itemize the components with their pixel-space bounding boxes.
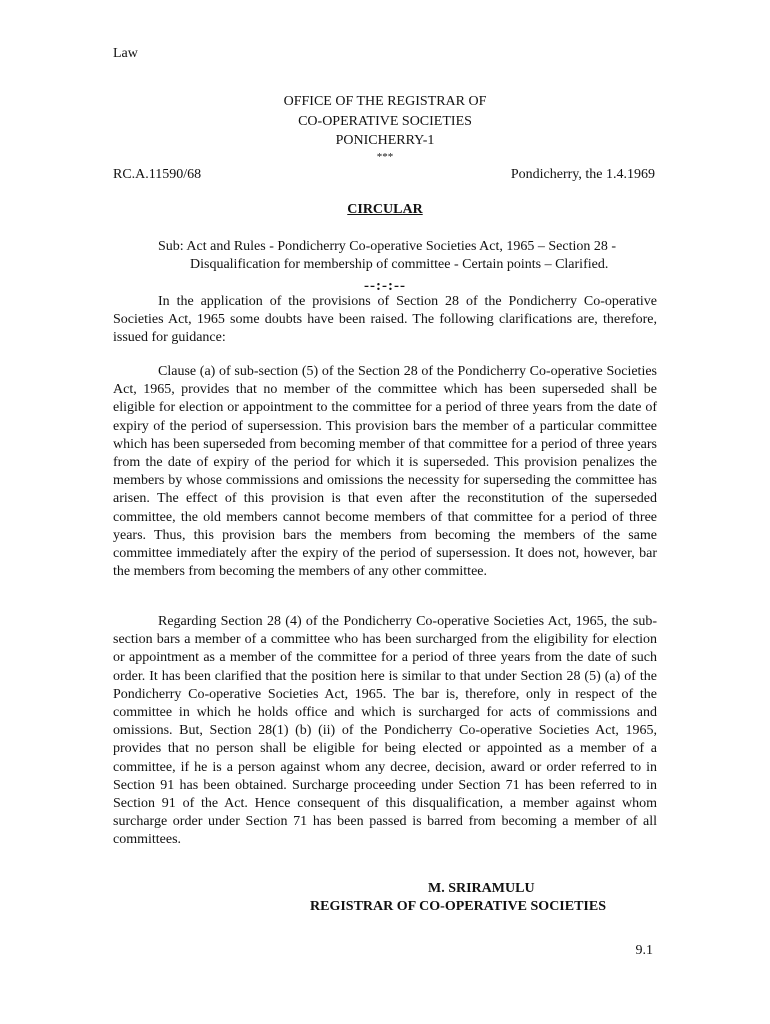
- subject-line-2: Disqualification for membership of committee - Certain points – Clarified.: [190, 257, 609, 272]
- header-label: Law: [113, 46, 138, 61]
- document-date: Pondicherry, the 1.4.1969: [510, 167, 655, 182]
- reference-number: RC.A.11590/68: [113, 167, 202, 182]
- signatory-name: M. SRIRAMULU: [428, 881, 535, 896]
- paragraph-1: In the application of the provisions of Section 28 of the Pondicherry Co-operative Societies Act, 1965 some doubts have been raised. The following clarifications are, therefore, issued for guidance:: [113, 294, 657, 346]
- paragraph-2: Clause (a) of sub-section (5) of the Section 28 of the Pondicherry Co-operative Societies Act, 1965, provides that no member of the committee which has been superseded shall be eligible for election or appointment to the committee for a period of three years from the date of expiry of the period of supersession. This provision bars the member of a particular committee which has been superseded from becoming member of that committee for a period of three years from the date of expiry of the period for which it is superseded. This provision penalizes the members by whose commissions and omissions the necessity for superseding the committee has arisen. The effect of this provision is that even after the reconstitution of the superseded committee, the old members cannot become members of that committee for a period of three years. Thus, this provision bars the members from becoming the members of the same committee immediately after the expiry of the period of supersession. It does not, however, bar the members from becoming the members of any other committee.: [113, 364, 657, 580]
- page-number: 9.1: [635, 943, 653, 958]
- section-separator: --:-:--: [364, 278, 406, 294]
- office-heading: [0, 92, 770, 163]
- office-line-2: CO-OPERATIVE SOCIETIES: [298, 113, 472, 129]
- subject-line-1: Sub: Act and Rules - Pondicherry Co-operative Societies Act, 1965 – Section 28 -: [158, 239, 617, 254]
- office-line-1: OFFICE OF THE REGISTRAR OF: [283, 94, 487, 109]
- office-line-3: PONICHERRY-1: [335, 133, 435, 148]
- signature-block: [0, 880, 770, 916]
- office-stars: ***: [376, 150, 394, 163]
- paragraph-3: Regarding Section 28 (4) of the Pondicherry Co-operative Societies Act, 1965, the sub-section bars a member of a committee who has been surcharged from the eligibility for election or appointment as a member of the committee for a period of three years from the date of such order. It has been clarified that the position here is similar to that under Section 28 (5) (a) of the Pondicherry Co-operative Societies Act, 1965. The bar is, therefore, only in respect of the committee in which he holds office and which is surcharged for acts of commissions and omissions. But, Section 28(1) (b) (ii) of the Pondicherry Co-operative Societies Act, 1965, provides that no person shall be eligible for being elected or appointed as a member of a committee, if he is a person against whom any decree, decision, award or order referred to in Section 91 has been obtained. Surcharge proceeding under Section 71 has been referred to in Section 91 of the Act. Hence consequent of this disqualification, a member against whom surcharge order under Section 71 has been passed is barred from becoming a member of all committees.: [113, 614, 657, 848]
- document-title: CIRCULAR: [347, 202, 423, 217]
- signatory-designation: REGISTRAR OF CO-OPERATIVE SOCIETIES: [310, 899, 607, 915]
- subject-block: [158, 238, 658, 274]
